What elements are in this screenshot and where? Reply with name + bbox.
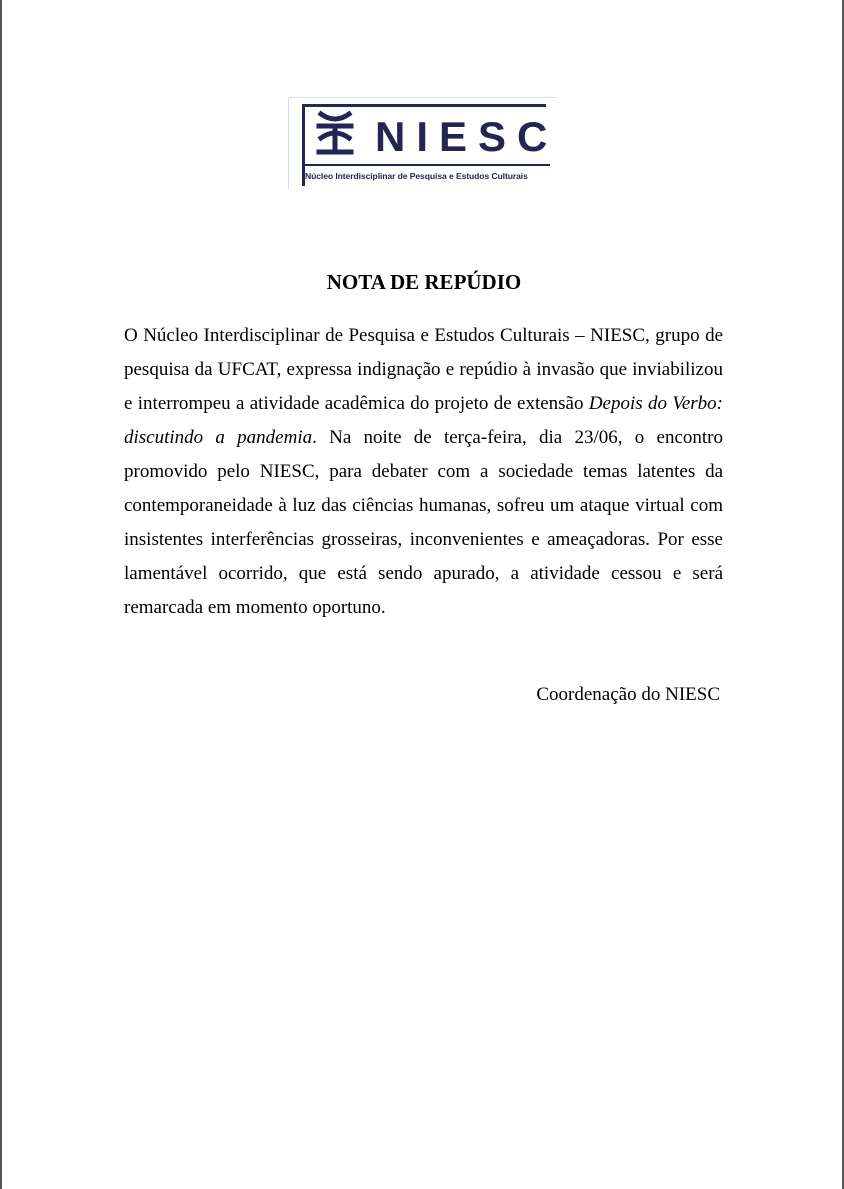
body-paragraph bbox=[124, 319, 723, 625]
niesc-logo bbox=[289, 98, 557, 190]
document-body bbox=[124, 319, 723, 625]
logo-wordmark: NIESC bbox=[375, 113, 559, 160]
signature: Coordenação do NIESC bbox=[536, 684, 720, 705]
document-title: NOTA DE REPÚDIO bbox=[326, 270, 522, 294]
niesc-symbol-icon bbox=[309, 108, 361, 160]
logo-subtitle: Núcleo Interdisciplinar de Pesquisa e Estudos Culturais bbox=[305, 171, 528, 181]
logo-divider bbox=[302, 164, 550, 166]
paragraph-text-end: . Na noite de terça-feira, dia 23/06, o encontro promovido pelo NIESC, para debater com a sociedade temas latentes da contemporaneidade à luz das ciências humanas, sofreu um ataque virtual com insistentes interferências grosseiras, inconvenientes e ameaçadoras. Por esse lamentável ocorrido, que está sendo apurado, a atividade cessou e será remarcada em momento oportuno. bbox=[124, 427, 723, 618]
project-name: Depois do Verbo: discutindo a pandemia bbox=[124, 393, 723, 448]
paragraph-text-start: O Núcleo Interdisciplinar de Pesquisa e Estudos Culturais – NIESC, grupo de pesquisa da UFCAT, expressa indignação e repúdio à invasão que inviabilizou e interrompeu a atividade acadêmica do projeto de extensão bbox=[124, 325, 723, 414]
